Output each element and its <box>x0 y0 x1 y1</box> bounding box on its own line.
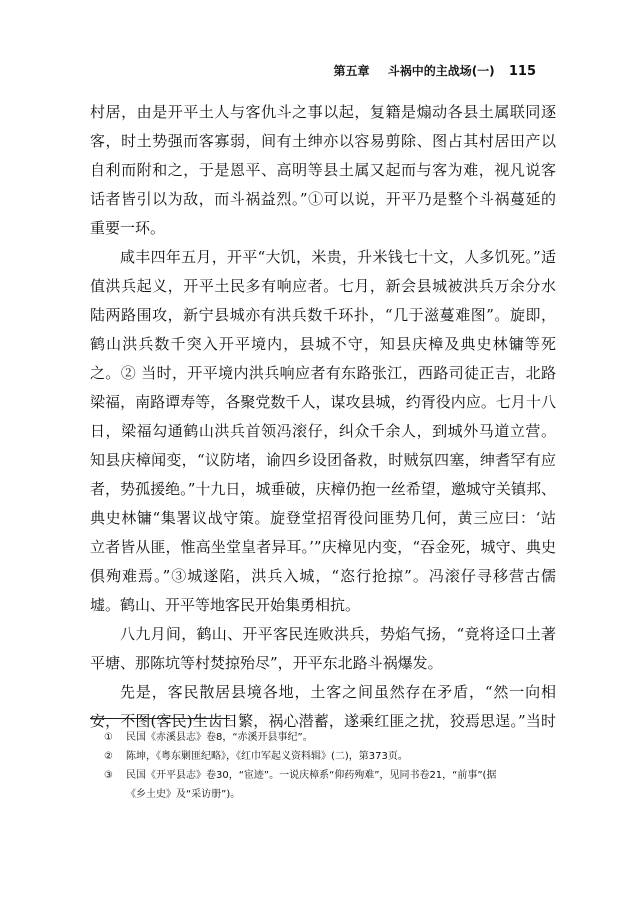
chapter-title: 斗祸中的主战场(一) <box>387 64 495 78</box>
footnotes <box>90 728 556 804</box>
footnote-text: 民国《开平县志》卷30，“宦迹”。一说庆樟系“仰药殉难”，见同书卷21，“前事”(据 <box>126 770 497 781</box>
text-line: 鹤山洪兵数千突入开平境内，县城不守，知县庆樟及典史林镛等死 <box>90 335 556 353</box>
text-line: 日，梁福勾通鹤山洪兵首领冯滚仔，纠众千余人，到城外马道立营。 <box>90 422 556 440</box>
text-line: 墟。鹤山、开平等地客民开始集勇相抗。 <box>90 596 361 614</box>
text-line: 重要一环。 <box>90 219 166 237</box>
footnote-number: ③ <box>104 770 113 781</box>
footnote <box>90 747 556 766</box>
footnote-text: 陈坤，《粤东剿匪纪略》，《红巾军起义资料辑》(二)，第373页。 <box>126 751 408 762</box>
text-line: 安，不图(客民)生齿日繁，祸心潜蓄，遂乘红匪之扰，狡焉思逞。”当时 <box>90 712 556 730</box>
text-line: 平塘、那陈坑等村焚掠殆尽”，开平东北路斗祸爆发。 <box>90 654 443 672</box>
text-line: 先是，客民散居县境各地，土客之间虽然存在矛盾，“然一向相 <box>120 683 556 701</box>
body-text <box>90 98 556 736</box>
footnote-number: ① <box>104 732 113 743</box>
text-line: 典史林镛“集署议战守策。旋登堂招胥役问匪势几何，黄三应曰：‘站 <box>90 509 556 527</box>
text-line: 俱殉难焉。”③城遂陷，洪兵入城，“恣行抢掠”。冯滚仔寻移营古儒 <box>90 567 556 585</box>
footnote <box>90 785 556 804</box>
footnote-divider <box>90 718 230 719</box>
footnote-text: 民国《赤溪县志》卷8，“赤溪开县事纪”。 <box>126 732 313 743</box>
text-line: 村居，由是开平土人与客仇斗之事以起，复籍是煽动各县土属联同逐 <box>90 103 556 121</box>
text-line: 者，势孤援绝。”十九日，城垂破，庆樟仍抱一丝希望，邀城守关镇邦、 <box>90 480 556 498</box>
chapter-label: 第五章 <box>333 64 370 78</box>
text-line: 八九月间，鹤山、开平客民连败洪兵，势焰气扬，“竟将迳口土著 <box>120 625 556 643</box>
text-line: 知县庆樟闻变，“议防堵，谕四乡设团备救，时贼氛四塞，绅耆罕有应 <box>90 451 556 469</box>
text-line: 陆两路围攻，新宁县城亦有洪兵数千环扑，“几于滋蔓难图”。旋即， <box>90 306 556 324</box>
text-line: 自利而附和之，于是恩平、高明等县土属又起而与客为难，视凡说客 <box>90 161 556 179</box>
page-number: 115 <box>508 64 536 79</box>
text-line: 值洪兵起义，开平土民多有响应者。七月，新会县城被洪兵万余分水 <box>90 277 556 295</box>
text-line: 话者皆引以为敌，而斗祸益烈。”①可以说，开平乃是整个斗祸蔓延的 <box>90 190 556 208</box>
running-header <box>333 62 536 79</box>
footnote-text: 《乡土史》及“采访册”)。 <box>126 789 241 800</box>
text-line: 客，时土势强而客寡弱，间有土绅亦以容易剪除、图占其村居田产以 <box>90 132 556 150</box>
text-line: 咸丰四年五月，开平“大饥，米贵，升米钱七十文，人多饥死。”适 <box>120 248 556 266</box>
footnote <box>90 728 556 747</box>
text-line: 梁福，南路谭寿等，各聚党数千人，谋攻县城，约胥役内应。七月十八 <box>90 393 556 411</box>
text-line: 之。② 当时，开平境内洪兵响应者有东路张江，西路司徒正吉，北路 <box>90 364 556 382</box>
footnote-number: ② <box>104 751 113 762</box>
text-line: 立者皆从匪，惟高坐堂皇者异耳。’”庆樟见内变，“吞金死，城守、典史 <box>90 538 556 556</box>
footnote <box>90 766 556 785</box>
